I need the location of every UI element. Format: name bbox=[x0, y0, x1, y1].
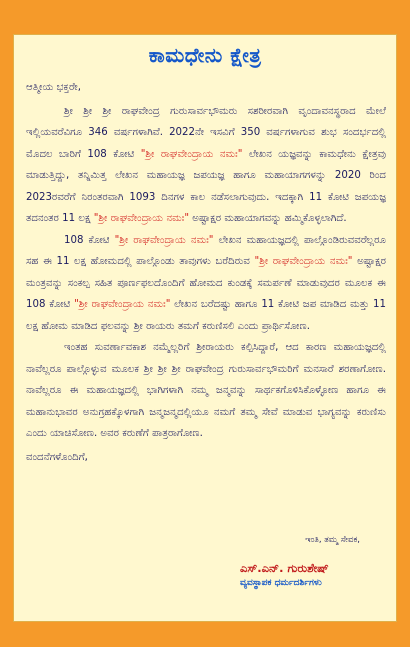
paragraph-text: ಲೇಖನ ಮಹಾಯಜ್ಞದಲ್ಲಿ ಪಾಲ್ಗೊಂಡಿರುವವರೆಲ್ಲರೂ ಸಹ ಈ 11 ಲಕ್ಷ ಹೋಮದಲ್ಲಿ ಪಾಲ್ಗೊಂಡು ತಾವುಗಳು ಬರೆದಿರುವ bbox=[26, 234, 386, 267]
paragraph-text: ಶ್ರೀ ಶ್ರೀ ಶ್ರೀ ರಾಘವೇಂದ್ರ ಗುರುಸಾರ್ವಭೌಮರು ಸಶರೀರವಾಗಿ ವೃಂದಾವನಸ್ಥರಾದ ಮೇಲೆ ಇಲ್ಲಿಯವರೆವಿಗೂ 346 ವರ್ಷಗಳಾಗಿವೆ. 2022ನೇ ಇಸವಿಗೆ 350 ವರ್ಷಗಳಾಗುವ ಶುಭ ಸಂದರ್ಭದಲ್ಲಿ ಮೊದಲ ಬಾರಿಗೆ 108 ಕೋಟಿ bbox=[26, 105, 386, 160]
paragraph-2 bbox=[26, 230, 386, 338]
signer-name: ಎಸ್.ಎನ್. ಗುರುಶೇಷ್ bbox=[240, 561, 329, 575]
page-title: ಕಾಮಧೇನು ಕ್ಷೇತ್ರ bbox=[148, 43, 262, 67]
sign-off-line: ಇಂತಿ, ತಮ್ಮ ಸೇವಕ, bbox=[305, 535, 360, 545]
mantra-text: "ಶ್ರೀ ರಾಘವೇಂದ್ರಾಯ ನಮಃ" bbox=[93, 213, 190, 224]
paragraph-text: ಲೇಖನ ಬರೆದಷ್ಟು ಹಾಗೂ 11 ಕೋಟಿ ಜಪ ಮಾಡಿದ ಮತ್ತು 11 ಲಕ್ಷ ಹೋಮ ಮಾಡಿದ ಫಲವನ್ನು ಶ್ರೀ ರಾಯರು ತಮಗೆ ಕರುಣಿಸಲಿ ಎಂದು ಪ್ರಾರ್ಥಿಸೋಣ. bbox=[26, 299, 386, 332]
mantra-text: "ಶ್ರೀ ರಾಘವೇಂದ್ರಾಯ ನಮಃ" bbox=[74, 299, 171, 310]
mantra-text: "ಶ್ರೀ ರಾಘವೇಂದ್ರಾಯ ನಮಃ" bbox=[140, 148, 243, 160]
mantra-text: "ಶ್ರೀ ರಾಘವೇಂದ್ರಾಯ ನಮಃ" bbox=[254, 256, 353, 267]
paragraph-text: ಲೇಖನ ಯಜ್ಞವನ್ನು ಕಾಮಧೇನು ಕ್ಷೇತ್ರವು ಮಾಡುತ್ತಿದ್ದು, ತನ್ನಿಮಿತ್ತ ಲೇಖನ ಮಹಾಯಜ್ಞ ಜಪಯಜ್ಞ ಹಾಗೂ ಮಹಾಯಾಗಗಳನ್ನು 2020 ರಿಂದ 2023ರವರೆಗೆ ನಿರಂತರವಾಗಿ 1093 ದಿನಗಳ ಕಾಲ ನಡೆಸಲಾಗುವುದು. ಇದಕ್ಕಾಗಿ 11 ಕೋಟಿ ಜಪಯಜ್ಞ ತದನಂತರ 11 ಲಕ್ಷ bbox=[26, 148, 386, 224]
signature-block bbox=[240, 561, 370, 588]
paragraph-1 bbox=[26, 101, 386, 230]
mantra-text: "ಶ್ರೀ ರಾಘವೇಂದ್ರಾಯ ನಮಃ" bbox=[114, 234, 214, 246]
paragraph-text: 108 ಕೋಟಿ bbox=[64, 234, 115, 246]
letter-card bbox=[13, 34, 397, 622]
closing-line: ವಂದನೆಗಳೊಂದಿಗೆ, bbox=[26, 451, 88, 463]
paragraph-3: ಇಂತಹ ಸುವರ್ಣಾವಕಾಶ ನಮ್ಮೆಲ್ಲರಿಗೆ ಶ್ರೀರಾಯರು ಕಲ್ಪಿಸಿದ್ದಾರೆ, ಆದ ಕಾರಣ ಮಹಾಯಜ್ಞದಲ್ಲಿ ನಾವೆಲ್ಲರೂ ಪಾಲ್ಗೊಳ್ಳುವ ಮೂಲಕ ಶ್ರೀ ಶ್ರೀ ಶ್ರೀ ರಾಘವೇಂದ್ರ ಗುರುಸಾರ್ವಭೌಮರಿಗೆ ಮನಸಾರೆ ಶರಣಾಗೋಣ. ನಾವೆಲ್ಲರೂ ಈ ಮಹಾಯಜ್ಞದಲ್ಲಿ ಭಾಗಿಗಳಾಗಿ ನಮ್ಮ ಜನ್ಮವನ್ನು ಸಾರ್ಥಕಗೊಳಿಸಿಕೊಳ್ಳೋಣ ಹಾಗೂ ಈ ಮಹಾನುಭಾವರ ಅನುಗ್ರಹಕ್ಕೊಳಗಾಗಿ ಜನ್ಮಜನ್ಮದಲ್ಲಿಯೂ ನಮಗೆ ತಮ್ಮ ಸೇವೆ ಮಾಡುವ ಭಾಗ್ಯವನ್ನು ಕರುಣಿಸು ಎಂದು ಯಾಚಿಸೋಣ. ಅವರ ಕರುಣೆಗೆ ಪಾತ್ರರಾಗೋಣ. bbox=[26, 342, 386, 439]
letter-body bbox=[26, 77, 386, 468]
signer-title: ವ್ಯವಸ್ಥಾಪಕ ಧರ್ಮದರ್ಶಿಗಳು bbox=[240, 578, 322, 588]
paragraph-text: ಅಷ್ಟಾಕ್ಷರ ಮಹಾಯಾಗವನ್ನು ಹಮ್ಮಿಕೊಳ್ಳಲಾಗಿದೆ. bbox=[189, 213, 347, 224]
greeting: ಆತ್ಮೀಯ ಭಕ್ತರೇ, bbox=[26, 82, 81, 93]
paragraph-text: ಅಷ್ಟಾಕ್ಷರ ಮಂತ್ರವನ್ನು ಸಂಕಲ್ಪ ಸಹಿತ ಪೂರ್ಣಫಲದೊಂದಿಗೆ ಹೋಮದ ಕುಂಡಕ್ಕೆ ಸಮರ್ಪಣೆ ಮಾಡುವುದರ ಮೂಲಕ ಈ 108 ಕೋಟಿ bbox=[26, 256, 386, 310]
